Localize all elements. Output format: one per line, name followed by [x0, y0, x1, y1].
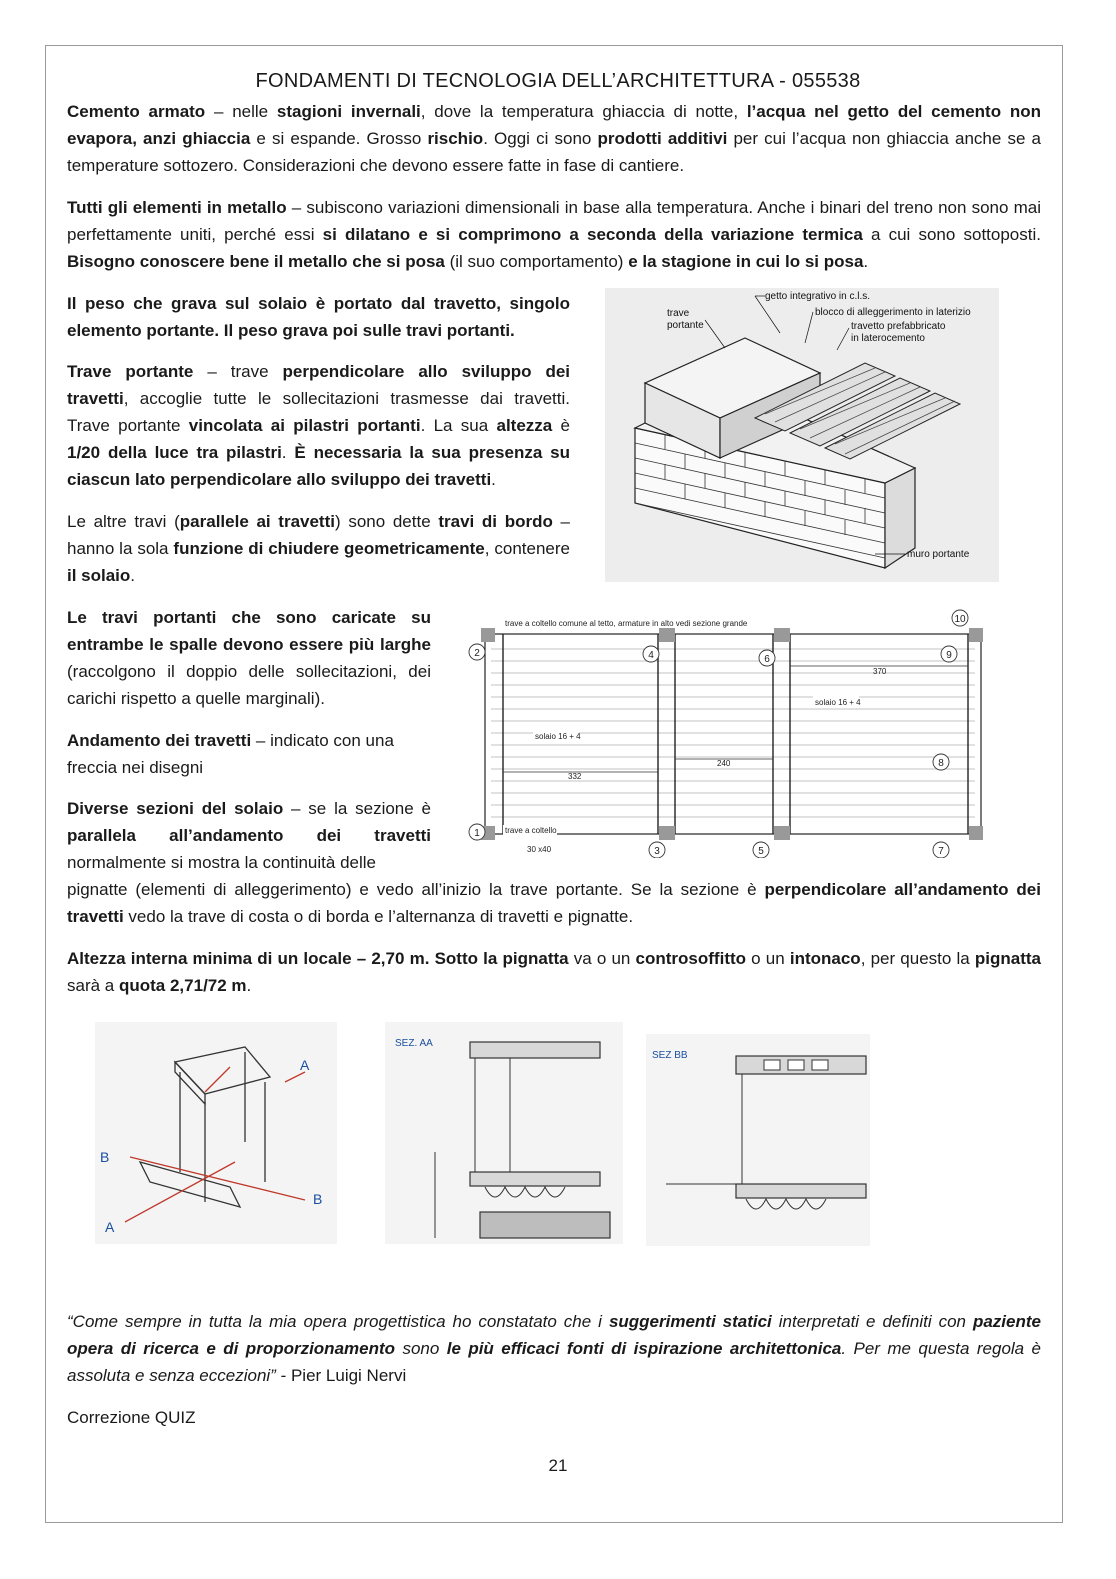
paragraph-altezza-interna: Altezza interna minima di un locale – 2,70 m. Sotto la pignatta va o un controsoffitto o un intonaco, per questo la pignatta sarà a quota 2,71/72 m. — [67, 949, 1041, 995]
label-trave: trave — [667, 308, 690, 319]
page-title: FONDAMENTI DI TECNOLOGIA DELL’ARCHITETTURA - 055538 — [255, 70, 861, 92]
axis-label-2: 2 — [474, 648, 480, 659]
sketch-isometric — [95, 1022, 337, 1244]
paragraph-elementi-metallo: Tutti gli elementi in metallo – subiscono variazioni dimensionali in base alla temperatura. Anche i binari del treno non sono mai perfettamente uniti, perché essi si dilatano e si comprimono a seconda della variazione termica a cui sono sottoposti. Bisogno conoscere bene il metallo che si posa (il suo comportamento) e la stagione in cui lo si posa. — [67, 198, 1042, 271]
axis-label-6: 6 — [764, 654, 770, 665]
paragraph-andamento-travetti: Andamento dei travetti – indicato con una freccia nei disegni — [67, 731, 394, 777]
paragraph-sezioni-solaio: Diverse sezioni del solaio – se la sezione è parallela all’andamento dei travetti normalmente si mostra la continuità delle — [67, 799, 431, 872]
sketch-b-right: B — [313, 1191, 323, 1207]
sketch-section-bb — [646, 1034, 870, 1246]
axis-label-9: 9 — [946, 650, 952, 661]
plan-section: 30 x40 — [527, 845, 552, 854]
label-muro: muro portante — [907, 549, 970, 560]
plan-dim-240: 240 — [717, 759, 731, 768]
axis-label-10: 10 — [954, 614, 966, 625]
sketch-a-bottom: A — [105, 1219, 115, 1235]
label-travetto-2: in laterocemento — [851, 333, 925, 344]
plan-top-note: trave a coltello comune al tetto, armature in alto vedi sezione grande — [505, 619, 748, 628]
label-trave-2: portante — [667, 320, 704, 331]
axis-label-4: 4 — [648, 650, 654, 661]
plan-solaio-a: solaio 16 + 4 — [535, 732, 581, 741]
paragraph-travi-di-bordo: Le altre travi (parallele ai travetti) sono dette travi di bordo – hanno la sola funzione di chiudere geometricamente, contenere il solaio. — [67, 512, 571, 585]
axis-label-1: 1 — [474, 828, 480, 839]
label-travetto: travetto prefabbricato — [851, 321, 946, 332]
paragraph-travi-caricate: Le travi portanti che sono caricate su entrambe le spalle devono essere più larghe (raccolgono il doppio delle sollecitazioni, dei carichi rispetto a quelle marginali). — [67, 608, 431, 708]
sketch-a-top: A — [300, 1057, 310, 1073]
plan-solaio-b: solaio 16 + 4 — [815, 698, 861, 707]
axis-label-8: 8 — [938, 758, 944, 769]
page-number: 21 — [548, 1456, 568, 1475]
sketch-b-left: B — [100, 1149, 110, 1165]
label-getto: getto integrativo in c.l.s. — [765, 291, 871, 302]
plan-dim-332: 332 — [568, 772, 582, 781]
closing-line: Correzione QUIZ — [67, 1408, 196, 1427]
paragraph-cemento-armato: Cemento armato – nelle stagioni invernali, dove la temperatura ghiaccia di notte, l’acqua nel getto del cemento non evapora, anzi ghiaccia e si espande. Grosso rischio. Oggi ci sono prodotti additivi per cui l’acqua non ghiaccia anche se a temperature sottozero. Considerazioni che devono essere fatte in fase di cantiere. — [67, 102, 1042, 175]
axis-label-5: 5 — [758, 846, 764, 857]
nervi-quote: “Come sempre in tutta la mia opera progettistica ho constatato che i suggerimenti statici interpretati e definiti con paziente opera di ricerca e di proporzionamento sono le più efficaci fonti di ispirazione architettonica. Per me questa regola è assoluta e senza eccezioni” - Pier Luigi Nervi — [67, 1312, 1041, 1385]
paragraph-sezioni-solaio-cont: pignatte (elementi di alleggerimento) e vedo all’inizio la trave portante. Se la sezione è perpendicolare all’andamento dei travetti vedo la trave di costa o di borda e l’alternanza di travetti e pignatte. — [67, 880, 1041, 926]
slab-plan-figure — [463, 604, 1001, 858]
axis-label-7: 7 — [938, 846, 944, 857]
sketch-bb-title: SEZ BB — [652, 1050, 688, 1061]
label-blocco: blocco di alleggerimento in laterizio — [815, 307, 971, 318]
slab-isometric-figure — [605, 288, 999, 582]
paragraph-trave-portante: Trave portante – trave perpendicolare allo sviluppo dei travetti, accoglie tutte le sollecitazioni trasmesse dai travetti. Trave portante vincolata ai pilastri portanti. La sua altezza è 1/20 della luce tra pilastri. È necessaria la sua presenza su ciascun lato perpendicolare allo sviluppo dei travetti. — [67, 362, 570, 489]
paragraph-peso-solaio: Il peso che grava sul solaio è portato dal travetto, singolo elemento portante. Il peso grava poi sulle travi portanti. — [67, 294, 570, 340]
plan-trave-coltello: trave a coltello — [505, 826, 557, 835]
sketch-section-aa — [385, 1022, 623, 1244]
plan-dim-370: 370 — [873, 667, 887, 676]
sketch-aa-title: SEZ. AA — [395, 1038, 433, 1049]
axis-label-3: 3 — [654, 846, 660, 857]
